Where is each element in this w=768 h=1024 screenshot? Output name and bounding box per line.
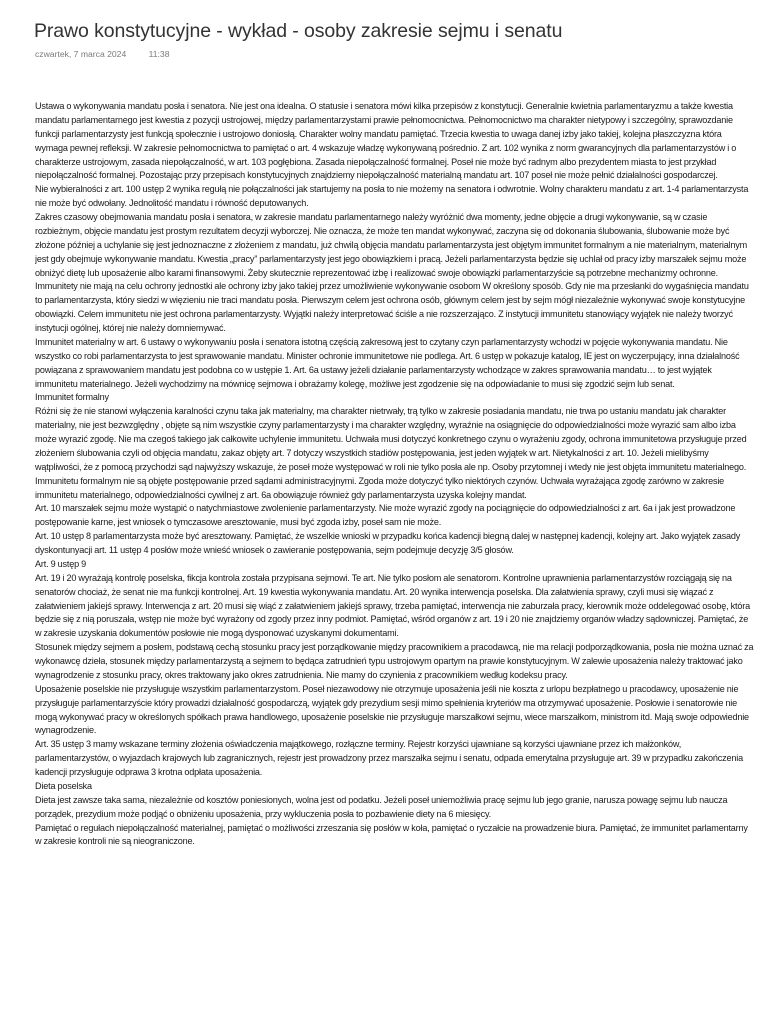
paragraph: Art. 19 i 20 wyrażają kontrolę poselska, fikcja kontrola została przypisana sejmowi. Te art. Nie tylko posłom ale senatorom. Kontrolne uprawnienia parlamentarzystów rozciągają się na senatorów chociaż, że senat nie ma funkcji kontrolnej. Art. 19 kwestia wykonywania mandatu. Art. 20 wynika interwencja poselska. Dla załatwienia sprawy, czyli musi się wiązać z załatwieniem jakiejś sprawy. Interwencja z art. 20 musi się wiąć z załatwieniem jakiejś sprawy, trzeba pamiętać, interwencja nie zaburzała pracy, kierownik może oddelegować osobę, która będzie się z nią poruszała, wstęp nie może być wyrażony od zgody przez inny podmiot. Pamiętać, wśród organów z art. 19 i 20 nie znajdziemy organów władzy sądowniczej. Pamiętać, że w zakresie uzyskania dokumentów posłowie nie mogą dysponować uzyskanymi dokumentami. xyxy=(35,572,750,639)
paragraph: Art. 35 ustęp 3 mamy wskazane terminy złożenia oświadczenia majątkowego, rozłączne terminy. Rejestr korzyści ujawniane są korzyści ujawniane przez ich małżonków, parlamentarzystów, o wyjazdach krajowych lub zagranicznych, rejestr jest prowadzony przez marszałka sejmu i senatu, odpada emerytalna przysługuje art. 39 w przypadku zakończenia kadencji przysługuje odprawa 3 krotna odpłata uposażenia. xyxy=(35,739,743,777)
note-time: 11:38 xyxy=(148,49,170,59)
paragraph: Immunitet materialny w art. 6 ustawy o wykonywaniu posła i senatora istotną częścią zakresową jest to czytany czyn parlamentarzysty wchodzi w pojęcie wykonywania mandatu. Nie wszystko co robi parlamentarzysta to jest sprawowanie mandatu. Minister ochronie immunitetowe nie podlega. Art. 6 ustęp w pokazuje katalog, IE jest on wyczerpujący, inna działalność powiązana z sprawowaniem mandatu jest podobna co w ustępie 1. Art. 6a ustawy jeżeli działanie parlamentarzysty wchodzące w zakres sprawowania mandatu… to jest wyjątek immunitetu materialnego. Jeżeli wychodzimy na mównicę sejmowa i obrażamy kolegę, możliwe jest zgodzenie się na odpowiadanie to musi się zgodzić sejm lub senat. xyxy=(35,336,740,389)
paragraph: Dieta jest zawsze taka sama, niezależnie od kosztów poniesionych, wolna jest od podatku. Jeżeli poseł uniemożliwia pracę sejmu lub jego granie, narusza powagę sejmu lub naucza porządek, prezydium może podjąć o obniżeniu uposażenia, przy wykluczenia posła to pozbawienie diety na 6 miesięcy. xyxy=(35,794,728,819)
section-heading: Dieta poselska xyxy=(35,780,92,791)
paragraph: Uposażenie poselskie nie przysługuje wszystkim parlamentarzystom. Poseł niezawodowy nie otrzymuje uposażenia jeśli nie koszta z urlopu bezpłatnego u pracodawcy, uposażenie nie przysługuje parlamentarzyście który prowadzi działalność gospodarczą, wyjątek gdy prezydium sesji mimo spełnienia kryteriów ma otrzymywać uposażenie. Posłowie i senatorowie nie mogą wykonywać pracy w określonych spółkach prawa handlowego, uposażenie poselskie nie przysługuje marszałkowi sejmu, wiece marszałkom, ministrom itd. Mają swoje odpowiednie wynagrodzenie. xyxy=(35,683,749,736)
paragraph: Ustawa o wykonywania mandatu posła i senatora. Nie jest ona idealna. O statusie i senatora mówi kilka przepisów z konstytucji. Generalnie kwietnia parlamentaryzmu a także kwestia mandatu parlamentarnego jest kwestia z pozycji ustrojowej, między parlamentarzystami prawie pełnomocnictwa. Pełnomocnictwo ma charakter nietypowy i szczególny, sprawozdanie funkcji parlamentarzysty jest funkcją społecznie i ustrojowo doniosłą. Charakter wolny mandatu pamiętać. Trzecia kwestia to uwaga danej izby jako takiej, kolejna płaszczyzna która wymaga pewnej refleksji. W zakresie pełnomocnictwa to pamiętać o art. 4 wskazuje władzę wykonywaną pośrednio. Z art. 102 wynika z norm gwarancyjnych dla parlamentarzystów i o charakterze ustrojowym, zasada niepołączalność, w art. 103 pogłębiona. Zasada niepołączalność formalnej. Poseł nie może być radnym albo prezydentem miasta to jest przykład niepołączalność formalnej. Pozostając przy przepisach konstytucyjnych znajdziemy niepołączalność materialną mandatu art. 107 poseł nie może pełnić działalności gospodarczej. xyxy=(35,101,737,181)
note-title[interactable]: Prawo konstytucyjne - wykład - osoby zakresie sejmu i senatu xyxy=(34,20,563,42)
paragraph: Art. 10 marszałek sejmu może wystąpić o natychmiastowe zwolenienie parlamentarzysty. Nie może wyrazić zgody na pociągnięcie do odpowiedzialności z art. 6a i jak jest prowadzone postępowanie karne, jest wniosek o tymczasowe aresztowanie, musi być zgoda izby, poseł sam nie może. xyxy=(35,503,736,528)
note-metadata xyxy=(35,49,170,59)
section-heading: Art. 9 ustęp 9 xyxy=(35,558,86,569)
paragraph: Zakres czasowy obejmowania mandatu posła i senatora, w zakresie mandatu parlamentarnego należy wyróżnić dwa momenty, jedne objęcie a drugi wykonywanie, są w czasie rozbieżnym, objęcie mandatu jest prostym rezultatem decyzji wyborczej. Nie oznacza, że może ten mandat wykonywać, zaczyna się od dokonania ślubowania, ślubowanie może być złożone później a uchylanie się jest jednoznaczne z złożeniem z mandatu, już chwilą objęcia mandatu parlamentarzysta jest objętym immunitet formalnym a nie materialnym, materialnym jest gdy obejmuje wykonywanie mandatu. Kwestia „pracy” parlamentarzysty jest jego obowiązkiem i pracą. Jeżeli parlamentarzysta będzie się uchlał od pracy izby marszałek sejmu może obniżyć dietę lub uposażenie albo karami finansowymi. Żeby skutecznie reprezentować izbę i realizować swoje obowiązki parlamentarzyście są potrzebne mechanizmy ochronne. Immunitety nie mają na celu ochrony jednostki ale ochrony izby jako takiej przez umożliwienie wykonywanie osobom W określony sposób. Gdy nie ma przesłanki do wygaśnięcia mandatu to parlamentarzysta, który siedzi w więzieniu nie traci mandatu posła. Pierwszym celem jest ochrona osób, głównym celem jest by sejm mógł niezależnie wykonywać swoje konstytucyjne obowiązki. Celem immunitetu nie jest ochrona parlamentarzysty. Wyjątki należy interpretować ściśle a nie rozszerzająco. Z instytucji immunitetu stanowiący wyjątek nie należy tworzyć instytucji ogólnej, której nie należy domniemywać. xyxy=(35,212,749,333)
note-body[interactable] xyxy=(35,100,756,1020)
paragraph: Art. 10 ustęp 8 parlamentarzysta może być aresztowany. Pamiętać, że wszelkie wnioski w przypadku końca kadencji biegną dalej w następnej kadencji, kolejny art. Jako wyjątek zasady dyskontunyacji art. 11 ustęp 4 posłów może wnieść wniosek o zawieranie postępowania, sejm podejmuje decyzję 3/5 głosów. xyxy=(35,531,741,555)
paragraph: Stosunek między sejmem a posłem, podstawą cechą stosunku pracy jest porządkowanie między pracownikiem a pracodawcą, nie ma relacji podporządkowania, posła nie można uznać za wykonawcę dzieła, stosunek między parlamentarzystą a sejmem to będąca zatrudnień typu ustrojowym opartym na prawie konstytucyjnym. W zalewie uposażenia należy traktować jako wynagrodzenie z stosunku pracy, okres traktowany jako okres zatrudnienia. Nie mamy do czynienia z pracownikiem według kodeksu pracy. xyxy=(35,642,754,680)
note-date: czwartek, 7 marca 2024 xyxy=(35,49,127,59)
section-heading: Immunitet formalny xyxy=(35,392,109,403)
paragraph: Różni się że nie stanowi wyłączenia karalności czynu taka jak materialny, ma charakter nietrwały, trą tylko w zakresie posiadania mandatu, nie trwa po ustaniu mandatu jak charakter materialny, nie jest bezwzględny , objęte są nim wszystkie czyny parlamentarzysty i ma charakter względny, wyraźnie na osiągnięcie do odpowiedzialności może wyrazić sam albo izba może wyrazić zgodę. Nie ma czegoś takiego jak całkowite uchylenie immunitetu. Uchwała musi dotyczyć konkretnego czynu o wyrażeniu zgody, ochrona immunitetowa przysługuje przed złożeniem ślubowania czyli od objęcia mandatu, zakaz objęty art. 7 dotyczy wszystkich stadiów postępowania, jest jeden wyjątek w art. Nietykalności z art. 10. Jeżeli mielibyśmy wątpliwości, że z pomocą przychodzi sąd najwyższy wskazuje, że poseł może występować w roli nie tylko posła ale np. Osoby przytomnej i wtedy nie jest objęta immunitetu materialnego. Immunitetu formalnym nie są objęte postępowanie przed sądami administracyjnymi. Zgoda może dotyczyć tylko niektórych czynów. Uchwała wyrażająca zgodę zarówno w zakresie immunitetu materialnego, odpowiedzialności cywilnej z art. 6a obowiązuje również gdy parlamentarzysta uzyska kolejny mandat. xyxy=(35,406,747,500)
paragraph: Pamiętać o regułach niepołączalność materialnej, pamiętać o możliwości zrzeszania się posłów w koła, pamiętać o ryczałcie na prowadzenie biura. Pamiętać, że immunitet parlamentarny w zakresie kontroli nie są nieograniczone. xyxy=(35,822,748,847)
paragraph: Nie wybieralności z art. 100 ustęp 2 wynika regułą nie połączalności jak startujemy na posła to nie możemy na senatora i odwrotnie. Wolny charakteru mandatu z art. 1-4 parlamentarzysta nie może być odwołany. Jednolitość mandatu i równość deputowanych. xyxy=(35,184,749,209)
